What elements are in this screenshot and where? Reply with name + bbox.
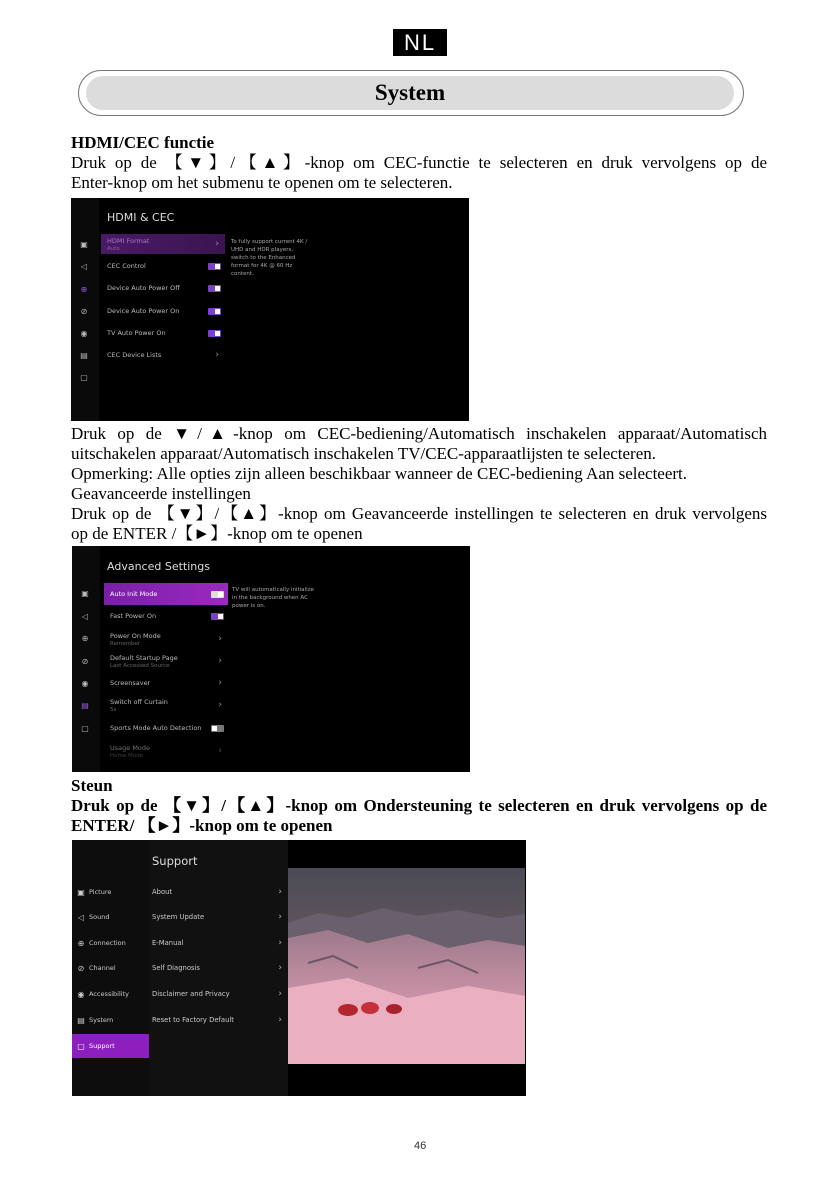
channel-icon: ⊘: [81, 657, 89, 666]
sidebar-item-sound: [76, 905, 149, 929]
accessibility-icon: ◉: [80, 329, 88, 338]
sidebar-item-channel: [76, 956, 149, 980]
menu-row: [101, 234, 225, 254]
row-label: Power On Mode: [110, 631, 161, 640]
toggle-switch: [211, 613, 224, 620]
paragraph-line: Druk op de ▼/▲-knop om CEC-bediening/Automatisch inschakelen apparaat/Automatisch: [71, 424, 767, 443]
row-label: CEC Device Lists: [107, 351, 162, 359]
chevron-right-icon: ›: [278, 1015, 282, 1025]
menu-row: [104, 740, 228, 762]
menu-row: [104, 650, 228, 672]
chevron-right-icon: ›: [278, 989, 282, 999]
row-label: Default Startup Page: [110, 653, 178, 662]
toggle-switch: [208, 263, 221, 270]
system-icon: ▤: [80, 351, 88, 360]
support-icon: ▢: [77, 1041, 85, 1051]
row-value: Auto: [107, 245, 120, 252]
picture-icon: ▣: [81, 589, 89, 598]
sidebar-item-label: System: [89, 1016, 114, 1024]
paragraph-line: Enter-knop om het submenu te openen om te selecteren.: [71, 173, 453, 192]
row-label: Device Auto Power On: [107, 307, 180, 315]
row-label: Screensaver: [110, 679, 151, 687]
note-line: Opmerking: Alle opties zijn alleen beschikbaar wanneer de CEC-bediening Aan selecteert.: [71, 464, 688, 483]
paragraph-line: Druk op de 【▼】/【▲】-knop om Ondersteuning te selecteren en druk vervolgens op de: [71, 796, 767, 815]
connection-icon: ⊕: [80, 285, 88, 294]
menu-row: [152, 905, 284, 929]
sound-icon: ◁: [81, 612, 89, 621]
row-label: Device Auto Power Off: [107, 284, 180, 292]
toggle-switch: [211, 591, 224, 598]
paragraph-line: uitschakelen apparaat/Automatisch inschakelen TV/CEC-apparaatlijsten te selecteren.: [71, 444, 657, 463]
chevron-right-icon: ›: [278, 963, 282, 973]
chevron-right-icon: ›: [278, 938, 282, 948]
sidebar-item-label: Channel: [89, 964, 116, 972]
screen-title: Advanced Settings: [107, 560, 210, 573]
channel-icon: ⊘: [80, 307, 88, 316]
system-icon: ▤: [81, 701, 89, 710]
menu-row: [152, 1008, 284, 1032]
row-label: Usage Mode: [110, 743, 151, 752]
toggle-switch: [211, 725, 224, 732]
chevron-right-icon: ›: [278, 912, 282, 922]
mountain-camp-illustration: [288, 868, 525, 1064]
chevron-right-icon: ›: [218, 700, 222, 710]
menu-row: [104, 719, 228, 737]
screen-title: HDMI & CEC: [107, 211, 175, 224]
support-heading: Steun: [71, 776, 113, 795]
row-label: Auto Init Mode: [110, 590, 158, 598]
support-icon: ▢: [81, 724, 89, 733]
tv-sidebar: [72, 546, 100, 772]
toggle-switch: [208, 308, 221, 315]
row-label: Disclaimer and Privacy: [152, 990, 230, 998]
toggle-switch: [208, 285, 221, 292]
paragraph-line: Druk op de 【▼】/【▲】-knop om CEC-functie te selecteren en druk vervolgens op de: [71, 153, 767, 172]
menu-row: [101, 324, 225, 342]
screen-title: Support: [152, 854, 198, 868]
chevron-right-icon: ›: [218, 656, 222, 666]
row-label: Reset to Factory Default: [152, 1016, 234, 1024]
menu-row: [152, 956, 284, 980]
paragraph-line: ENTER/ 【►】-knop om te openen: [71, 816, 333, 835]
row-label: Sports Mode Auto Detection: [110, 724, 202, 732]
chevron-right-icon: ›: [215, 350, 219, 360]
menu-row: [101, 279, 225, 297]
connection-icon: ⊕: [81, 634, 89, 643]
sidebar-item-label: Picture: [89, 888, 112, 896]
row-label: Self Diagnosis: [152, 964, 200, 972]
info-text: To fully support current 4K / UHD and HDR players, switch to the Enhanced format for 4K @ 60 Hz content.: [231, 239, 308, 277]
chevron-right-icon: ›: [218, 746, 222, 756]
sound-icon: ◁: [80, 262, 88, 271]
sidebar-item-accessibility: [76, 982, 149, 1006]
hdmi-intro-paragraph: [71, 153, 767, 193]
support-screenshot: [72, 840, 526, 1096]
menu-row: [152, 931, 284, 955]
sidebar-item-label: Sound: [89, 913, 110, 921]
sidebar-item-support: [72, 1034, 149, 1058]
sidebar-item-label: Connection: [89, 939, 126, 947]
chevron-right-icon: ›: [278, 887, 282, 897]
paragraph-line: op de ENTER /【►】-knop om te openen: [71, 524, 363, 543]
channel-icon: ⊘: [77, 963, 85, 973]
picture-icon: ▣: [80, 240, 88, 249]
menu-row: [104, 674, 228, 692]
menu-row: [101, 257, 225, 275]
menu-row: [104, 583, 228, 605]
accessibility-icon: ◉: [81, 679, 89, 688]
row-label: CEC Control: [107, 262, 146, 270]
language-badge: NL: [393, 29, 447, 56]
row-value: Remember: [110, 640, 141, 647]
menu-row: [152, 880, 284, 904]
page-number: 46: [414, 1140, 427, 1152]
section-title: System: [374, 80, 446, 105]
info-text: TV will automatically initialize in the background when AC power is on.: [232, 587, 314, 609]
paragraph-line: Druk op de 【▼】/【▲】-knop om Geavanceerde instellingen te selecteren en druk vervolgens: [71, 504, 767, 523]
advanced-settings-screenshot: [72, 546, 470, 772]
tv-sidebar: [71, 198, 99, 421]
menu-row: [104, 694, 228, 716]
system-icon: ▤: [77, 1015, 85, 1025]
row-label: TV Auto Power On: [107, 329, 166, 337]
sidebar-item-label: Support: [89, 1042, 115, 1050]
toggle-switch: [208, 330, 221, 337]
row-label: E-Manual: [152, 939, 184, 947]
menu-row: [104, 607, 228, 625]
section-title-bar: [86, 76, 734, 110]
menu-row: [152, 982, 284, 1006]
row-label: Fast Power On: [110, 612, 157, 620]
sidebar-item-picture: [76, 880, 149, 904]
chevron-right-icon: ›: [218, 634, 222, 644]
hdmi-cec-heading: HDMI/CEC functie: [71, 133, 215, 152]
support-paragraph: [71, 796, 767, 836]
row-label: System Update: [152, 913, 205, 921]
row-value: 5s: [110, 706, 117, 713]
chevron-right-icon: ›: [218, 678, 222, 688]
sidebar-item-label: Accessibility: [89, 990, 129, 998]
picture-icon: ▣: [77, 887, 85, 897]
menu-row: [104, 628, 228, 650]
row-label: About: [152, 888, 173, 896]
sound-icon: ◁: [77, 912, 85, 922]
advanced-settings-subheading: Geavanceerde instellingen: [71, 484, 251, 503]
sidebar-item-connection: [76, 931, 149, 955]
cec-options-paragraph: [71, 424, 767, 544]
row-label: HDMI Format: [107, 236, 150, 245]
row-value: Home Mode: [110, 752, 143, 759]
row-value: Last Accessed Source: [110, 662, 170, 669]
support-icon: ▢: [80, 373, 88, 382]
hdmi-cec-screenshot: [71, 198, 469, 421]
menu-row: [101, 346, 225, 364]
mountain-camp-photo: [288, 868, 525, 1064]
row-label: Switch off Curtain: [110, 697, 168, 706]
sidebar-item-system: [76, 1008, 149, 1032]
accessibility-icon: ◉: [77, 989, 85, 999]
chevron-right-icon: ›: [215, 239, 219, 249]
connection-icon: ⊕: [77, 938, 85, 948]
menu-row: [101, 302, 225, 320]
